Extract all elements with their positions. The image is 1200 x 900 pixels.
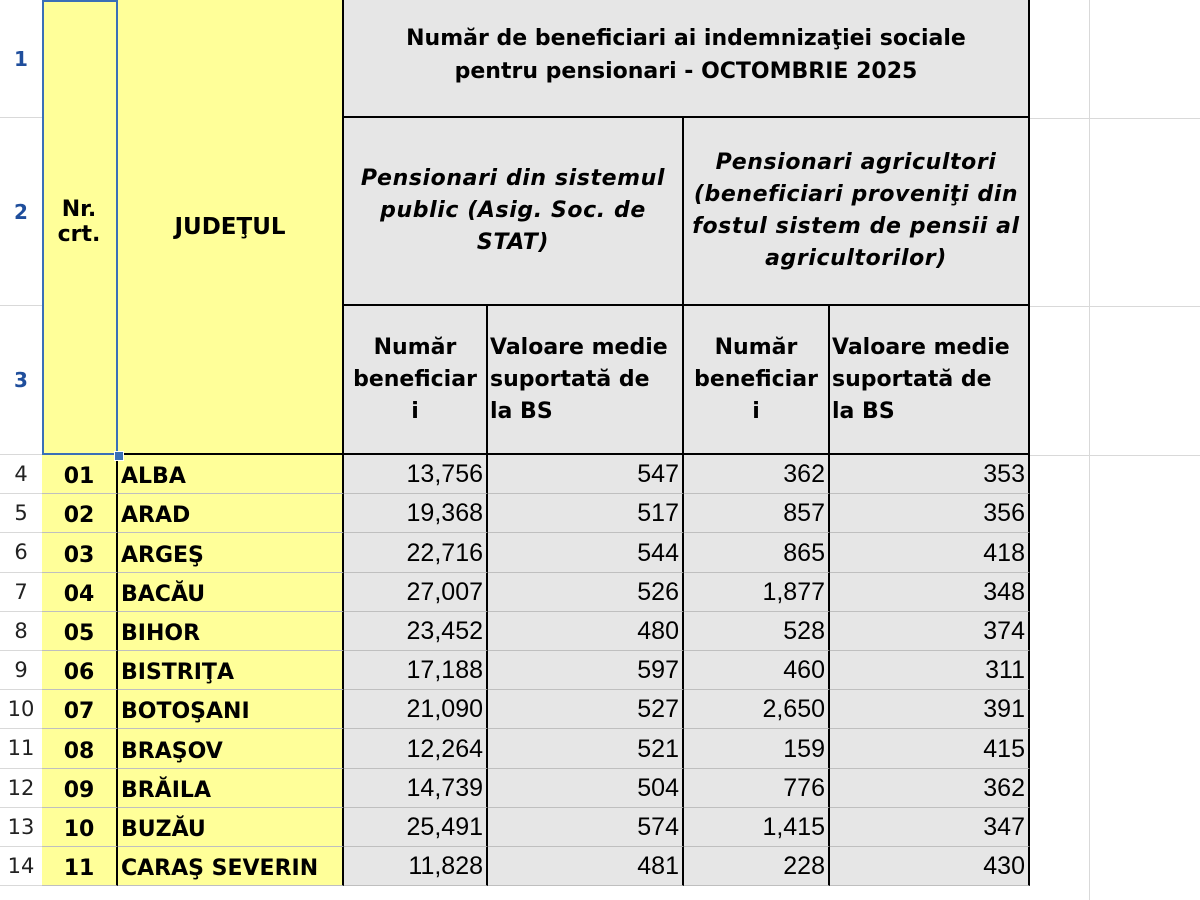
col-header-line: Număr xyxy=(714,334,798,360)
cell-county[interactable]: BUZĂU xyxy=(118,808,344,847)
cell-agricultural-value[interactable]: 356 xyxy=(830,494,1030,533)
cell-code[interactable]: 05 xyxy=(42,612,118,651)
fill-handle[interactable] xyxy=(114,451,124,461)
cell-agricultural-count[interactable]: 2,650 xyxy=(684,690,830,729)
col-header-line: suportată de xyxy=(490,366,650,392)
cell-public-value[interactable]: 527 xyxy=(488,690,684,729)
cell-agricultural-count[interactable]: 528 xyxy=(684,612,830,651)
col-header-line: beneficiar xyxy=(694,366,818,392)
gridline xyxy=(1030,306,1200,307)
col-header-agricultural-count[interactable] xyxy=(684,306,830,455)
cell-public-count[interactable]: 14,739 xyxy=(344,769,488,808)
cell-agricultural-count[interactable]: 776 xyxy=(684,769,830,808)
cell-agricultural-count[interactable]: 857 xyxy=(684,494,830,533)
row-header[interactable]: 7 xyxy=(0,573,42,612)
col-header-line: i xyxy=(411,398,419,424)
cell-public-value[interactable]: 526 xyxy=(488,573,684,612)
cell-public-count[interactable]: 13,756 xyxy=(344,455,488,494)
cell-agricultural-value[interactable]: 348 xyxy=(830,573,1030,612)
col-header-public-value[interactable] xyxy=(488,306,684,455)
col-header-line: i xyxy=(752,398,760,424)
cell-code[interactable]: 09 xyxy=(42,769,118,808)
cell-agricultural-value[interactable]: 311 xyxy=(830,651,1030,690)
table-title[interactable] xyxy=(344,0,1030,118)
row-header-2[interactable]: 2 xyxy=(0,118,42,306)
judetul-header[interactable] xyxy=(118,0,344,455)
nr-crt-line1: Nr. xyxy=(61,196,97,222)
cell-public-value[interactable]: 597 xyxy=(488,651,684,690)
cell-county[interactable]: BOTOŞANI xyxy=(118,690,344,729)
col-header-line: suportată de xyxy=(832,366,992,392)
cell-county[interactable]: ARAD xyxy=(118,494,344,533)
col-header-line: la BS xyxy=(832,398,895,424)
nr-crt-header[interactable] xyxy=(42,0,118,455)
cell-agricultural-value[interactable]: 418 xyxy=(830,533,1030,572)
gridline xyxy=(1030,118,1200,119)
cell-agricultural-count[interactable]: 1,415 xyxy=(684,808,830,847)
row-header[interactable]: 14 xyxy=(0,847,42,886)
cell-agricultural-count[interactable]: 228 xyxy=(684,847,830,886)
cell-county[interactable]: ARGEŞ xyxy=(118,533,344,572)
cell-public-count[interactable]: 21,090 xyxy=(344,690,488,729)
row-header[interactable]: 11 xyxy=(0,729,42,768)
row-header[interactable]: 4 xyxy=(0,455,42,494)
cell-public-value[interactable]: 574 xyxy=(488,808,684,847)
group-agricultural-header[interactable] xyxy=(684,118,1030,306)
row-header[interactable]: 5 xyxy=(0,494,42,533)
cell-public-value[interactable]: 547 xyxy=(488,455,684,494)
group-public-label: Pensionari din sistemul public (Asig. Soc. de STAT) xyxy=(360,166,666,255)
cell-public-value[interactable]: 544 xyxy=(488,533,684,572)
cell-agricultural-value[interactable]: 353 xyxy=(830,455,1030,494)
cell-code[interactable]: 02 xyxy=(42,494,118,533)
cell-agricultural-count[interactable]: 1,877 xyxy=(684,573,830,612)
cell-public-count[interactable]: 12,264 xyxy=(344,729,488,768)
col-header-public-count[interactable] xyxy=(344,306,488,455)
cell-code[interactable]: 04 xyxy=(42,573,118,612)
row-header[interactable]: 8 xyxy=(0,612,42,651)
judetul-label: JUDEŢUL xyxy=(174,214,286,240)
cell-agricultural-count[interactable]: 159 xyxy=(684,729,830,768)
title-line1: Număr de beneficiari ai indemnizaţiei sociale xyxy=(406,26,966,51)
cell-agricultural-count[interactable]: 460 xyxy=(684,651,830,690)
gridline xyxy=(1089,0,1090,900)
cell-agricultural-value[interactable]: 391 xyxy=(830,690,1030,729)
row-header-3[interactable]: 3 xyxy=(0,306,42,455)
cell-agricultural-value[interactable]: 415 xyxy=(830,729,1030,768)
group-agricultural-label: Pensionari agricultori (beneficiari proveniţi din fostul sistem de pensii al agricultorilor) xyxy=(692,150,1020,271)
cell-county[interactable]: BRĂILA xyxy=(118,769,344,808)
cell-public-count[interactable]: 23,452 xyxy=(344,612,488,651)
cell-code[interactable]: 10 xyxy=(42,808,118,847)
cell-code[interactable]: 03 xyxy=(42,533,118,572)
cell-public-value[interactable]: 481 xyxy=(488,847,684,886)
cell-code[interactable]: 01 xyxy=(42,455,118,494)
gridline xyxy=(1030,455,1200,456)
cell-agricultural-value[interactable]: 374 xyxy=(830,612,1030,651)
group-public-header[interactable] xyxy=(344,118,684,306)
cell-public-count[interactable]: 17,188 xyxy=(344,651,488,690)
cell-county[interactable]: ALBA xyxy=(118,455,344,494)
cell-agricultural-value[interactable]: 362 xyxy=(830,769,1030,808)
cell-county[interactable]: CARAŞ SEVERIN xyxy=(118,847,344,886)
cell-code[interactable]: 08 xyxy=(42,729,118,768)
cell-public-count[interactable]: 25,491 xyxy=(344,808,488,847)
col-header-agricultural-value[interactable] xyxy=(830,306,1030,455)
cell-public-count[interactable]: 11,828 xyxy=(344,847,488,886)
cell-public-value[interactable]: 517 xyxy=(488,494,684,533)
cell-public-value[interactable]: 521 xyxy=(488,729,684,768)
cell-public-value[interactable]: 504 xyxy=(488,769,684,808)
col-header-line: beneficiar xyxy=(353,366,477,392)
col-header-line: la BS xyxy=(490,398,553,424)
nr-crt-line2: crt. xyxy=(57,221,101,247)
cell-county[interactable]: BIHOR xyxy=(118,612,344,651)
row-header-1[interactable]: 1 xyxy=(0,0,42,118)
cell-agricultural-value[interactable]: 430 xyxy=(830,847,1030,886)
cell-public-count[interactable]: 27,007 xyxy=(344,573,488,612)
row-header[interactable]: 6 xyxy=(0,533,42,572)
col-header-line: Valoare medie xyxy=(490,334,668,360)
row-header[interactable]: 9 xyxy=(0,651,42,690)
cell-code[interactable]: 11 xyxy=(42,847,118,886)
row-header[interactable]: 13 xyxy=(0,808,42,847)
cell-agricultural-count[interactable]: 865 xyxy=(684,533,830,572)
cell-county[interactable]: BISTRIŢA xyxy=(118,651,344,690)
cell-code[interactable]: 06 xyxy=(42,651,118,690)
cell-public-count[interactable]: 19,368 xyxy=(344,494,488,533)
cell-county[interactable]: BACĂU xyxy=(118,573,344,612)
cell-agricultural-value[interactable]: 347 xyxy=(830,808,1030,847)
col-header-line: Număr xyxy=(373,334,457,360)
col-header-line: Valoare medie xyxy=(832,334,1010,360)
row-header[interactable]: 10 xyxy=(0,690,42,729)
cell-agricultural-count[interactable]: 362 xyxy=(684,455,830,494)
cell-public-count[interactable]: 22,716 xyxy=(344,533,488,572)
cell-code[interactable]: 07 xyxy=(42,690,118,729)
cell-county[interactable]: BRAŞOV xyxy=(118,729,344,768)
row-header[interactable]: 12 xyxy=(0,769,42,808)
cell-public-value[interactable]: 480 xyxy=(488,612,684,651)
title-line2: pentru pensionari - OCTOMBRIE 2025 xyxy=(454,59,918,84)
